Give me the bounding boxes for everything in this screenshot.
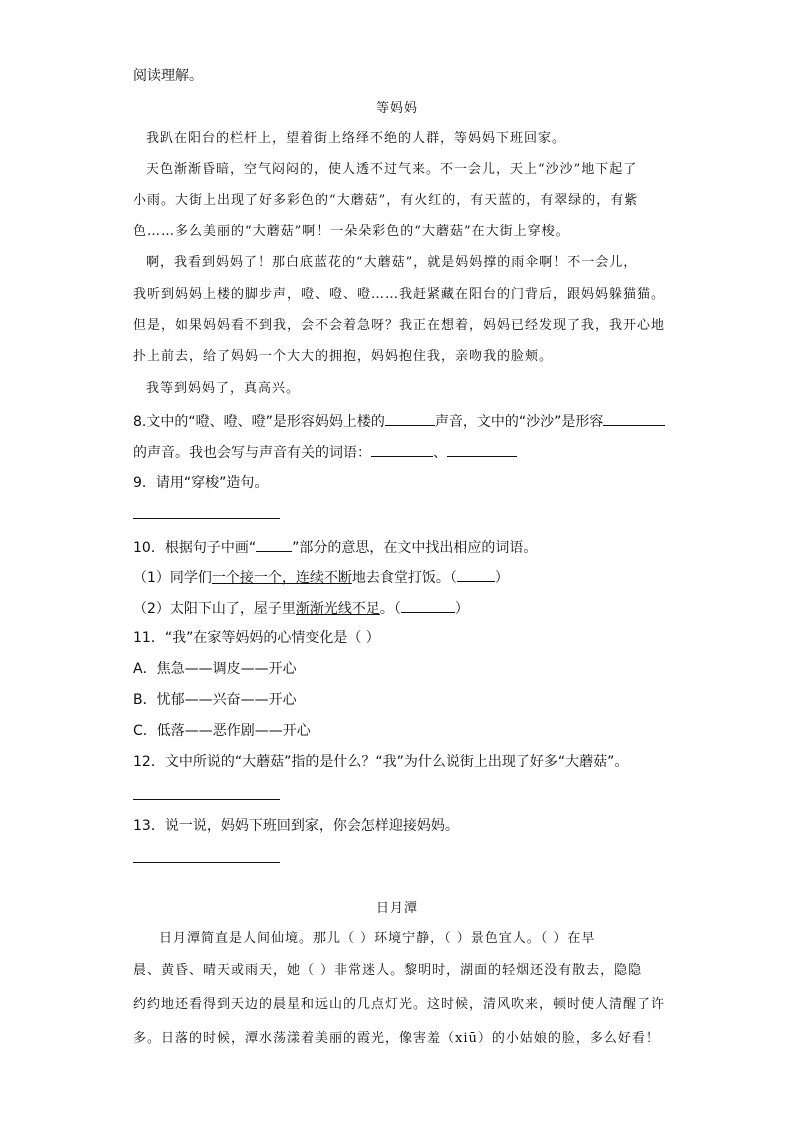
- answer-blank[interactable]: [447, 441, 517, 457]
- underline-sample: [256, 536, 292, 552]
- passage-line: 色……多么美丽的“大蘑菇”啊！一朵朵彩色的“大蘑菇”在大街上穿梭。: [133, 224, 570, 239]
- passage-line: 多。日落的时候，潭水荡漾着美丽的霞光，像害羞（xiū）的小姑娘的脸，多么好看！: [133, 1031, 660, 1046]
- passage-title: 等妈妈: [375, 101, 418, 116]
- passage-line: 但是，如果妈妈看不到我，会不会着急呀？我正在想着，妈妈已经发现了我，我开心地: [133, 318, 666, 333]
- passage-line: 我趴在阳台的栏杆上，望着街上络绎不绝的人群，等妈妈下班回家。: [146, 131, 567, 146]
- passage-line: 晨、黄昏、晴天或雨天，她（ ）非常迷人。黎明时，湖面的轻烟还没有散去，隐隐: [133, 963, 643, 978]
- question-10-item-2: （2）太阳下山了，屋子里渐渐光线不足。（ ）: [133, 597, 469, 619]
- question-12: 12．文中所说的“大蘑菇”指的是什么？“我”为什么说街上出现了好多“大蘑菇”。: [133, 754, 629, 770]
- passage-title: 日月潭: [375, 901, 418, 916]
- question-13: 13．说一说，妈妈下班回到家，你会怎样迎接妈妈。: [133, 818, 459, 834]
- option-c[interactable]: C．低落——恶作剧——开心: [133, 723, 311, 739]
- question-10: 10．根据句子中画“ ”部分的意思，在文中找出相应的词语。: [133, 536, 537, 558]
- passage-line: 日月潭简直是人间仙境。那儿（ ）环境宁静，（ ）景色宜人。（ ）在早: [159, 931, 596, 946]
- section-label: 阅读理解。: [133, 68, 203, 84]
- passage-line: 扑上前去，给了妈妈一个大大的拥抱，妈妈抱住我，亲吻我的脸颊。: [133, 349, 554, 364]
- answer-blank[interactable]: [457, 566, 495, 582]
- passage-line: 我等到妈妈了，真高兴。: [146, 381, 301, 396]
- question-8-cont: 的声音。我也会写与声音有关的词语： 、: [133, 441, 517, 463]
- passage-line: 我听到妈妈上楼的脚步声，噔、噔、噔……我赶紧藏在阳台的门背后，跟妈妈躲猫猫。: [133, 287, 666, 302]
- answer-blank[interactable]: [385, 410, 435, 426]
- answer-line[interactable]: [133, 799, 280, 800]
- option-a[interactable]: A．焦急——调皮——开心: [133, 661, 297, 677]
- answer-line[interactable]: [133, 518, 280, 519]
- answer-blank[interactable]: [371, 441, 433, 457]
- question-8: 8.文中的“噔、噔、噔”是形容妈妈上楼的 声音，文中的“沙沙”是形容: [133, 410, 665, 432]
- passage-line: 小雨。大街上出现了好多彩色的“大蘑菇”，有火红的，有天蓝的，有翠绿的，有紫: [133, 193, 639, 208]
- answer-blank[interactable]: [603, 410, 665, 426]
- answer-blank[interactable]: [401, 597, 455, 613]
- question-9: 9．请用“穿梭”造句。: [133, 475, 269, 491]
- answer-line[interactable]: [133, 862, 280, 863]
- question-10-item-1: （1）同学们一个接一个，连续不断地去食堂打饭。（ ）: [133, 566, 509, 588]
- passage-line: 约约地还看得到天边的晨星和远山的几点灯光。这时候，清风吹来，顿时使人清醒了许: [133, 997, 666, 1012]
- passage-line: 天色渐渐昏暗，空气闷闷的，使人透不过气来。不一会儿，天上“沙沙”地下起了: [146, 162, 638, 177]
- passage-line: 啊，我看到妈妈了！那白底蓝花的“大蘑菇”，就是妈妈撑的雨伞啊！不一会儿，: [146, 255, 638, 270]
- option-b[interactable]: B．忧郁——兴奋——开心: [133, 692, 297, 708]
- question-11: 11．“我”在家等妈妈的心情变化是（ ）: [133, 630, 380, 646]
